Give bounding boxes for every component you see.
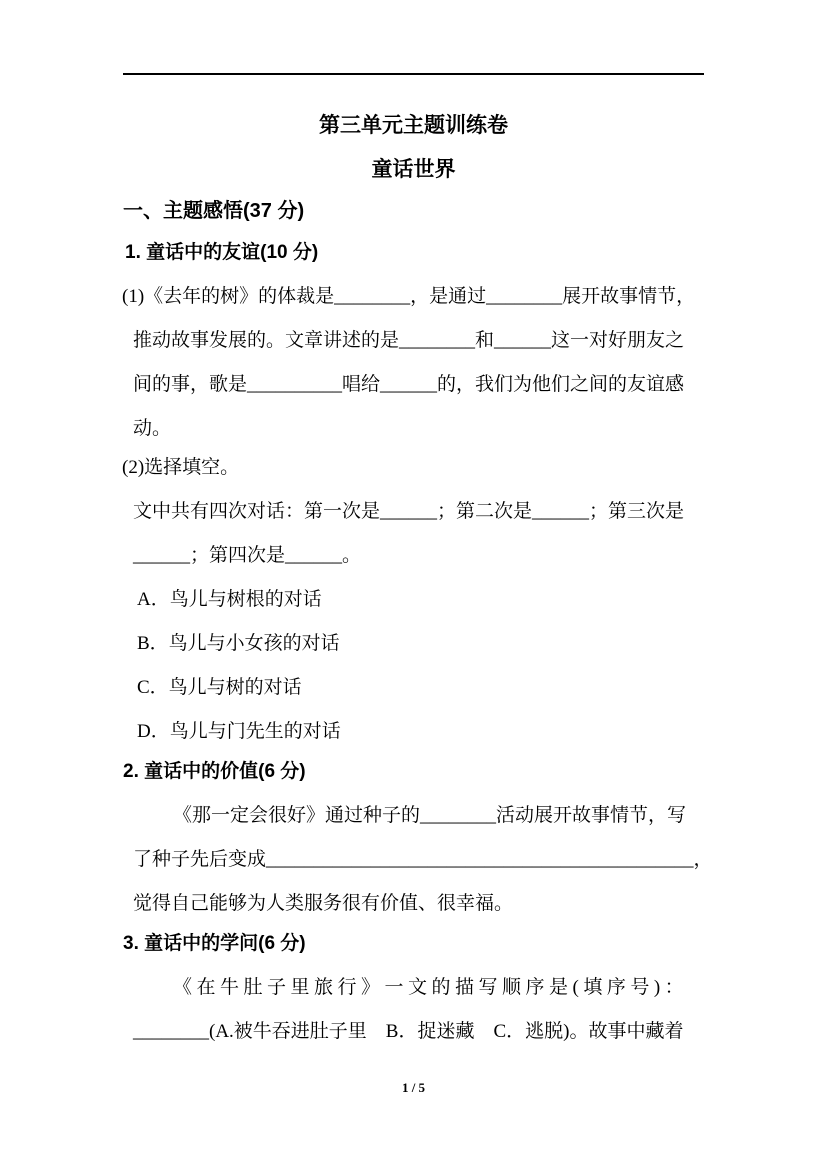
- doc-subtitle: 童话世界: [371, 158, 456, 181]
- q1-option-a: A．鸟儿与树根的对话: [137, 589, 322, 610]
- question-3-heading: 3. 童话中的学问(6 分): [123, 933, 306, 954]
- q1-part1-line-1: (1)《去年的树》的体裁是________，是通过________展开故事情节，: [122, 286, 696, 307]
- footer-page-number: 1 / 5: [401, 1080, 426, 1095]
- q1-part1-line-3: 间的事，歌是__________唱给______的，我们为他们之间的友谊感: [133, 374, 685, 395]
- q1-part1-line-2: 推动故事发展的。文章讲述的是________和______这一对好朋友之: [133, 330, 685, 351]
- q3-line-1: 《在牛肚子里旅行》一文的描写顺序是(填序号)：: [173, 977, 689, 998]
- question-1-heading: 1. 童话中的友谊(10 分): [125, 242, 319, 263]
- q3-line-2: ________(A.被牛吞进肚子里 B．捉迷藏 C．逃脱)。故事中藏着: [133, 1021, 684, 1042]
- q1-option-c: C．鸟儿与树的对话: [137, 677, 302, 698]
- doc-title: 第三单元主题训练卷: [319, 114, 508, 137]
- q1-part1-line-4: 动。: [133, 418, 172, 439]
- top-rule: [123, 73, 704, 75]
- q2-line-1: 《那一定会很好》通过种子的________活动展开故事情节，写: [173, 805, 687, 826]
- q1-part2-line-1: 文中共有四次对话：第一次是______；第二次是______；第三次是: [133, 501, 685, 522]
- section-1-heading: 一、主题感悟(37 分): [123, 200, 305, 222]
- q1-part2-line-2: ______；第四次是______。: [133, 545, 362, 566]
- q1-option-b: B．鸟儿与小女孩的对话: [137, 633, 340, 654]
- q1-option-d: D．鸟儿与门先生的对话: [137, 721, 341, 742]
- q2-line-3: 觉得自己能够为人类服务很有价值、很幸福。: [133, 893, 514, 914]
- q1-part2-intro: (2)选择填空。: [122, 457, 240, 478]
- q2-line-2: 了种子先后变成_____________________________________________，: [133, 849, 713, 870]
- question-2-heading: 2. 童话中的价值(6 分): [123, 761, 306, 782]
